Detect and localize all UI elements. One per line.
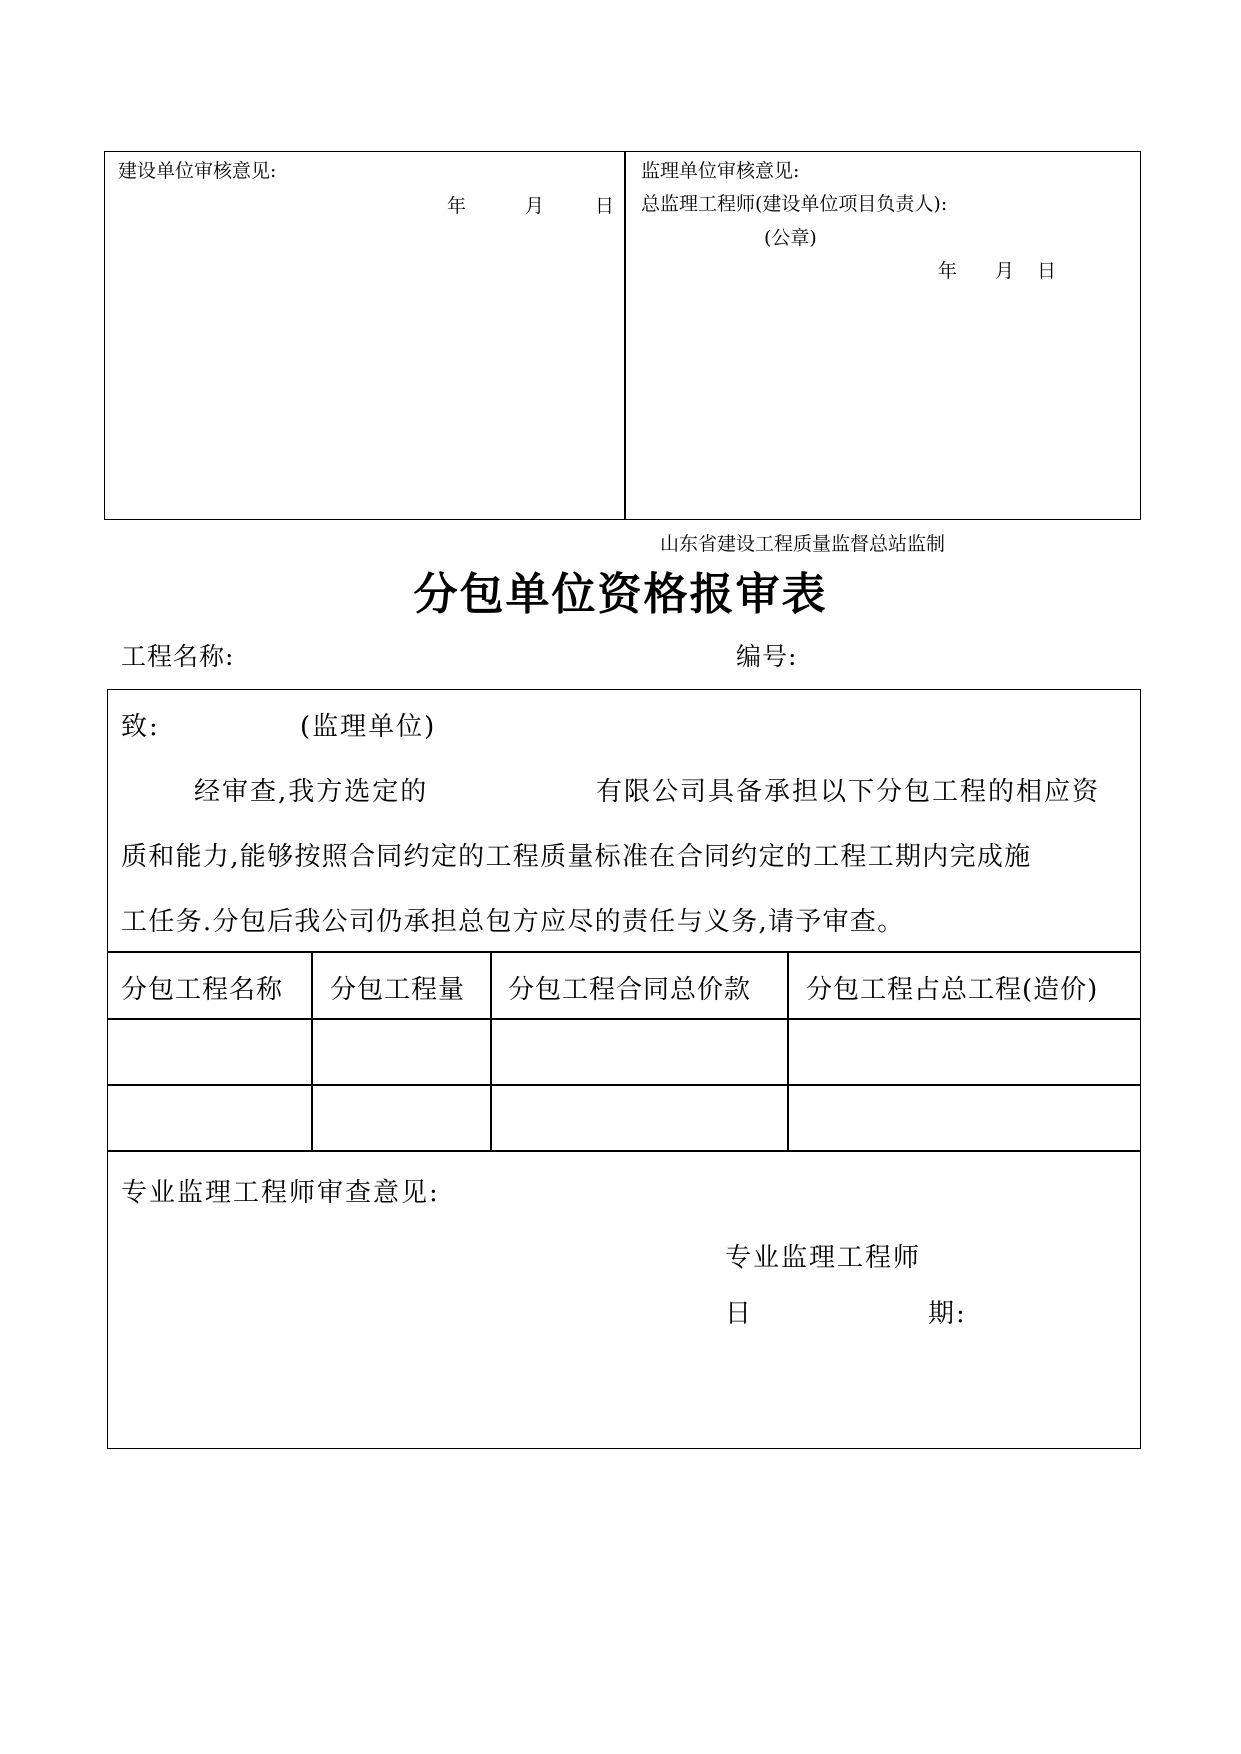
- chief-engineer-label: 总监理工程师(建设单位项目负责人):: [641, 193, 948, 215]
- column-divider: [624, 152, 626, 519]
- number-label: 编号:: [736, 642, 798, 671]
- date-label-b: 期:: [928, 1299, 967, 1329]
- table-col-divider: [490, 951, 492, 1150]
- date-label-a: 日: [725, 1299, 754, 1329]
- statement-line-1a: 经审查,我方选定的: [194, 777, 429, 807]
- seal-label: (公章): [764, 227, 817, 249]
- table-header-border: [108, 1018, 1140, 1020]
- table-top-border: [108, 951, 1140, 953]
- statement-line-3: 工任务.分包后我公司仍承担总包方应尽的责任与义务,请予审查。: [121, 907, 905, 937]
- table-header-contract-price: 分包工程合同总价款: [508, 975, 752, 1005]
- table-col-divider: [787, 951, 789, 1150]
- to-label: 致:: [121, 712, 160, 742]
- table-header-quantity: 分包工程量: [330, 975, 466, 1005]
- engineer-signature-label: 专业监理工程师: [725, 1243, 922, 1273]
- supervisor-date-day: 日: [1037, 260, 1057, 282]
- owner-date-day: 日: [595, 195, 615, 217]
- table-row-border: [108, 1084, 1140, 1086]
- statement-line-1b: 有限公司具备承担以下分包工程的相应资: [596, 777, 1101, 807]
- owner-review-heading: 建设单位审核意见:: [118, 160, 277, 182]
- owner-date-year: 年: [447, 195, 467, 217]
- application-form-box: [107, 689, 1141, 1449]
- project-name-label: 工程名称:: [121, 642, 235, 671]
- owner-date-month: 月: [525, 195, 545, 217]
- statement-line-2: 质和能力,能够按照合同约定的工程质量标准在合同约定的工程工期内完成施: [121, 842, 1032, 872]
- table-header-cost-share: 分包工程占总工程(造价): [806, 975, 1099, 1005]
- review-heading: 专业监理工程师审查意见:: [121, 1178, 440, 1208]
- table-col-divider: [311, 951, 313, 1150]
- table-bottom-border: [108, 1150, 1140, 1152]
- form-title: 分包单位资格报审表: [413, 569, 828, 620]
- supervisor-date-year: 年: [938, 260, 958, 282]
- table-header-name: 分包工程名称: [121, 975, 284, 1005]
- supervisor-date-month: 月: [995, 260, 1015, 282]
- supervisor-review-heading: 监理单位审核意见:: [641, 160, 800, 182]
- top-review-box: [104, 151, 1141, 520]
- to-organization: (监理单位): [300, 712, 437, 742]
- issuer-note: 山东省建设工程质量监督总站监制: [660, 533, 946, 555]
